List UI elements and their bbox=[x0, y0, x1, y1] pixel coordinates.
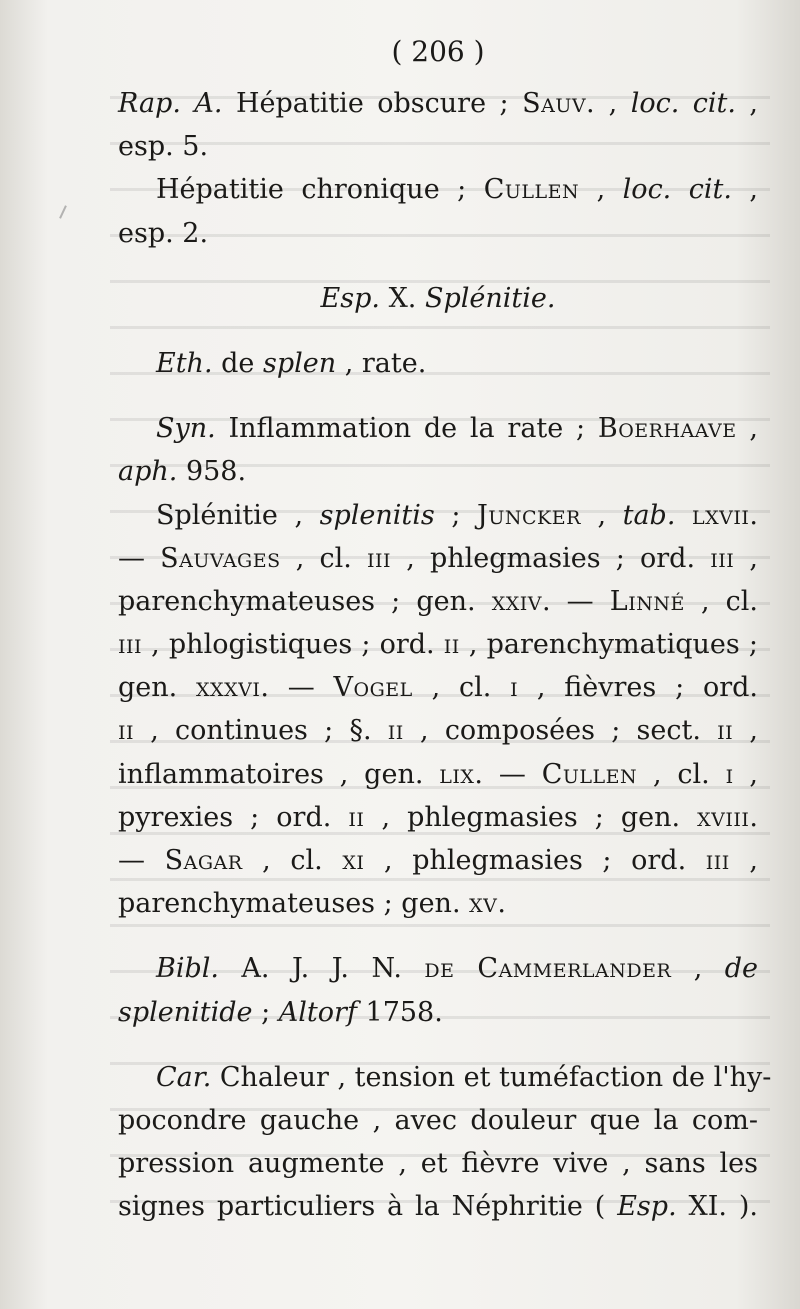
text-line: inflammatoires , gen. lix. — Cullen , cl. i , bbox=[118, 758, 759, 790]
paragraph-gap bbox=[118, 255, 758, 277]
text-line: splenitide ; Altorf 1758. bbox=[118, 996, 443, 1028]
text-line: esp. 2. bbox=[118, 217, 209, 249]
page-body bbox=[118, 82, 772, 1229]
text-line: Splénitie , splenitis ; Juncker , tab. lxvii. bbox=[156, 499, 758, 531]
text-line: esp. 5. bbox=[118, 131, 209, 163]
text-line: aph. 958. bbox=[118, 456, 247, 488]
paragraph-gap bbox=[118, 385, 758, 407]
text-line: — Sagar , cl. xi , phlegmasies ; ord. iii , bbox=[118, 845, 759, 876]
text-line: Syn. Inflammation de la rate ; Boerhaave , bbox=[156, 413, 758, 445]
text-line: gen. xxxvi. — Vogel , cl. i , fièvres ; ord. bbox=[118, 672, 758, 704]
paragraph-gap bbox=[118, 320, 758, 342]
page-text bbox=[118, 30, 772, 1229]
text-line: Hépatitie chronique ; Cullen , loc. cit. , bbox=[156, 174, 758, 206]
paragraph-gap bbox=[118, 1034, 758, 1056]
text-line: Esp. X. Splénitie. bbox=[320, 282, 556, 314]
text-line: parenchymateuses ; gen. xxiv. — Linné , cl. bbox=[118, 585, 759, 617]
text-line: ii , continues ; §. ii , composées ; sect. ii , bbox=[118, 715, 758, 747]
text-line: pyrexies ; ord. ii , phlegmasies ; gen. xviii. bbox=[118, 801, 759, 833]
paragraph-gap bbox=[118, 925, 758, 947]
text-line: Rap. A. Hépatitie obscure ; Sauv. , loc. cit. , bbox=[118, 88, 759, 119]
text-line: iii , phlogistiques ; ord. ii , parenchymatiques ; bbox=[118, 629, 758, 661]
text-line: parenchymateuses ; gen. xv. bbox=[118, 888, 506, 920]
text-line: Bibl. A. J. J. N. de Cammerlander , de bbox=[156, 953, 758, 985]
text-line: — Sauvages , cl. iii , phlegmasies ; ord. iii , bbox=[118, 542, 758, 574]
text-line: Eth. de splen , rate. bbox=[156, 347, 427, 379]
page-number: ( 206 ) bbox=[391, 35, 485, 68]
ink-mark bbox=[59, 205, 67, 219]
text-line: pocondre gauche , avec douleur que la com- bbox=[118, 1104, 758, 1136]
text-line: Car. Chaleur , tension et tuméfaction de l'hy- bbox=[156, 1061, 772, 1093]
text-line: signes particuliers à la Néphritie ( Esp. XI. ). bbox=[118, 1191, 758, 1223]
text-line: pression augmente , et fièvre vive , sans les bbox=[118, 1148, 758, 1180]
